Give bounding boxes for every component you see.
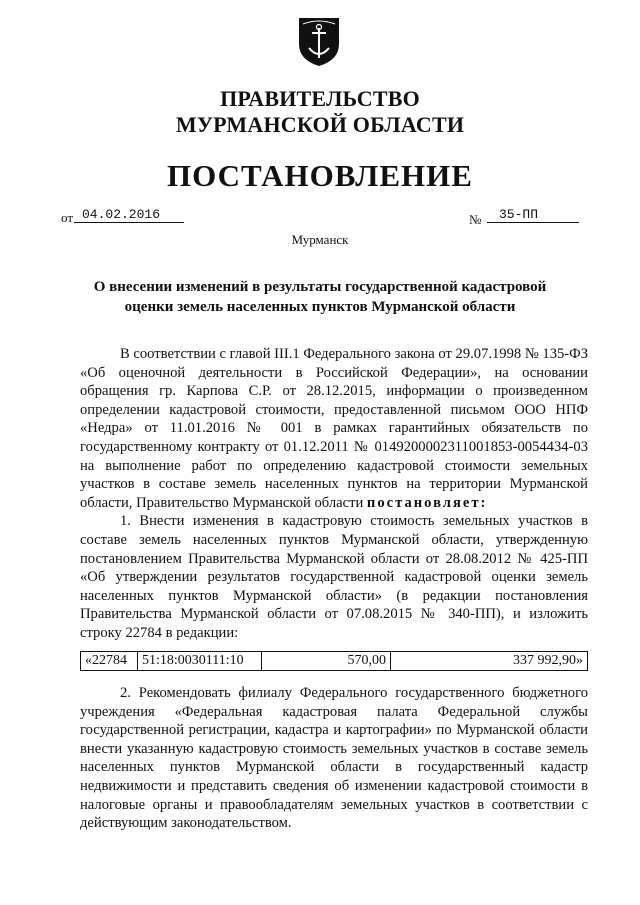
title-line1: О внесении изменений в результаты государственной кадастровой (93, 279, 547, 295)
date-prefix: от (61, 210, 74, 225)
paragraph-3: 2. Рекомендовать филиалу Федерального государственного бюджетного учреждения «Федеральная кадастровая палата Федеральной службы государственной регистрации, кадастра и картографии» по Мурманской области внести указанную кадастровую стоимость земельных участков в составе земель населенных пунктов Мурманской области в государственный кадастр недвижимости и представить сведения об изменении кадастровой стоимости в налоговые органы и правообладателям земельных участков в соответствии с действующим законодательством. (80, 685, 588, 832)
paragraph-2: 1. Внести изменения в кадастровую стоимость земельных участков в составе земель населенных пунктов Мурманской области, утвержденную постановлением Правительства Мурманской области от 28.08.2012 № 425-ПП «Об утверждении результатов государственной кадастровой оценки земель населенных пунктов Мурманской области» (в редакции постановления Правительства Мурманской области от 07.08.2015 № 340-ПП), и изложить строку 22784 в редакции: (80, 513, 588, 641)
paragraph-1-text: В соответствии с главой III.1 Федерального закона от 29.07.1998 № 135-ФЗ «Об оценочной деятельности в Российской Федерации», на основании обращения гр. Карпова С.Р. от 28.12.2015, информации о произведенном определении кадастровой стоимости, предоставленной письмом ООО НПФ «Недра» от 11.01.2016 № 001 в рамках гарантийных обязательств по государственному контракту от 01.12.2011 № 0149200002311001853-0054434-03 на выполнение работ по определению кадастровой стоимости земельных участков в составе земель населенных пунктов на территории Мурманской области, Правительство Мурманской области (80, 346, 589, 511)
cadastral-value: 337 992,90» (391, 652, 588, 671)
cadastral-table-row (80, 651, 588, 671)
coat-of-arms-icon (297, 14, 341, 68)
body-block-2 (80, 684, 588, 833)
org-name-line1: ПРАВИТЕЛЬСТВО (220, 86, 420, 111)
body-block-1 (80, 345, 588, 643)
org-name-line2: МУРМАНСКОЙ ОБЛАСТИ (175, 112, 465, 137)
row-number: «22784 (81, 652, 138, 671)
decree-keyword: постановляет: (366, 494, 488, 511)
title-line2: оценки земель населенных пунктов Мурманской области (124, 299, 516, 315)
cadastral-number: 51:18:0030111:10 (138, 652, 262, 671)
paragraph-1 (80, 345, 588, 512)
date-value: 04.02.2016 (74, 207, 184, 223)
number-prefix: № (469, 212, 482, 227)
number-value: 35-ПП (487, 207, 579, 223)
document-type: ПОСТАНОВЛЕНИЕ (167, 158, 473, 193)
city: Мурманск (291, 232, 349, 247)
land-area: 570,00 (262, 652, 391, 671)
document-title (60, 277, 580, 317)
